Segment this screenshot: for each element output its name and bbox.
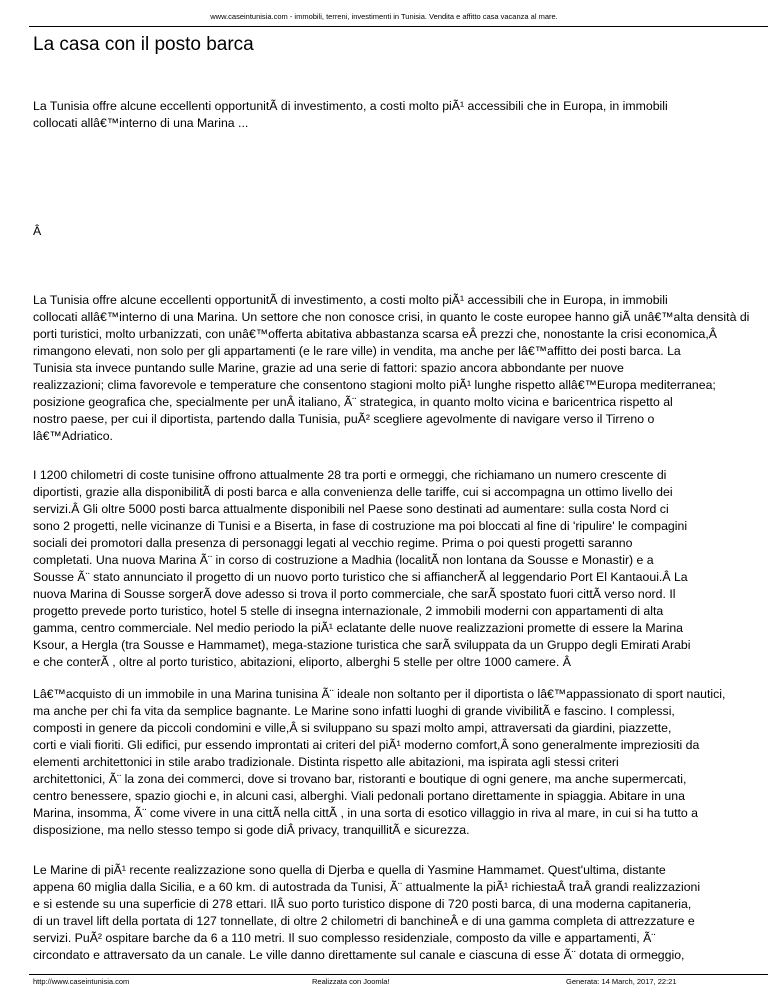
text-line: La Tunisia offre alcune eccellenti opportunitÃ di investimento, a costi molto piÃ¹ accessibili che in Europa, in immobili	[33, 293, 668, 307]
footer-credit: Realizzata con Joomla!	[312, 977, 390, 986]
text-line: Sousse Ã¨ stato annunciato il progetto di un nuovo porto turistico che si affiancherÃ al leggendario Port El Kantaoui.Â La	[33, 570, 688, 584]
text-line: I 1200 chilometri di coste tunisine offrono attualmente 28 tra porti e ormeggi, che richiamano un numero crescente di	[33, 468, 667, 482]
text-line: disposizione, ma nello stesso tempo si gode diÂ privacy, tranquillitÃ e sicurezza.	[33, 823, 470, 837]
footer-site-link[interactable]: http://www.caseintunisia.com	[33, 977, 130, 986]
text-line: Ksour, a Hergla (tra Sousse e Hammamet), mega-stazione turistica che sarÃ sviluppata da un Gruppo degli Emirati Arabi	[33, 638, 691, 652]
text-line: Tunisia sta invece puntando sulle Marine, grazie ad una serie di fattori: spazio ancora abbondante per nuove	[33, 361, 624, 375]
text-line: e si estende su una superficie di 278 ettari. IlÂ suo porto turistico dispone di 720 posti barca, di una moderna capitaneria,	[33, 897, 692, 911]
text-line: posizione geografica che, specialmente per unÂ italiano, Ã¨ strategica, in quanto molto vicina e baricentrica rispetto al	[33, 395, 673, 409]
text-line: sociali dei promotori dalla presenza di personaggi legati al vecchio regime. Prima o poi questi progetti saranno	[33, 536, 633, 550]
text-line: completati. Una nuova Marina Ã¨ in corso di costruzione a Madhia (localitÃ non lontana da Sousse e Monastir) e a	[33, 553, 654, 567]
footer-divider	[29, 974, 768, 975]
text-line: progetto prevede porto turistico, hotel 5 stelle di insegna internazionale, 2 immobili moderni con appartamenti di alta	[33, 604, 664, 618]
text-line: realizzazioni; clima favorevole e temperature che consentono stagioni molto piÃ¹ lunghe rispetto allâ€™Europa mediterranea;	[33, 378, 716, 392]
text-line: sono 2 progetti, nelle vicinanze di Tunisi e a Biserta, in fase di costruzione ma poi bloccati al fine di 'ripulire' le compagini	[33, 519, 688, 533]
text-line: composti in genere da piccoli condomini e ville,Â si sviluppano su spazi molto ampi, attraversati da giardini, piazzette,	[33, 721, 672, 735]
text-line: di un travel lift della portata di 127 tonnellate, di oltre 2 chilometri di banchineÂ e di una gamma completa di attrezzature e	[33, 914, 695, 928]
text-line: collocati allâ€™interno di una Marina ...	[33, 116, 249, 130]
text-line: centro benessere, spazio giochi e, in alcuni casi, alberghi. Viali pedonali portano direttamente in spiaggia. Abitare in una	[33, 789, 685, 803]
article-paragraph-3	[33, 686, 768, 839]
article-paragraph-4	[33, 862, 768, 964]
text-line: diportisti, grazie alla disponibilitÃ di posti barca e alla convenienza delle tariffe, cui si accompagna un ottimo livello dei	[33, 485, 673, 499]
text-line: nostro paese, per cui il diportista, partendo dalla Tunisia, puÃ² scegliere agevolmente di navigare verso il Tirreno o	[33, 412, 655, 426]
text-line: architettonici, Ã¨ la zona dei commerci, dove si trovano bar, ristoranti e boutique di ogni genere, ma anche supermercati,	[33, 772, 687, 786]
text-line: Le Marine di piÃ¹ recente realizzazione sono quella di Djerba e quella di Yasmine Hammamet. Quest'ultima, distante	[33, 863, 666, 877]
article-paragraph-1	[33, 292, 768, 445]
text-line: corti e viali fioriti. Gli edifici, pur essendo improntati ai criteri del piÃ¹ moderno comfort,Â sono generalmente impreziositi da	[33, 738, 700, 752]
intro-paragraph	[33, 98, 768, 132]
text-line: Lâ€™acquisto di un immobile in una Marina tunisina Ã¨ ideale non soltanto per il diportista o lâ€™appassionato di sport nautici,	[33, 687, 726, 701]
text-line: La Tunisia offre alcune eccellenti opportunitÃ di investimento, a costi molto piÃ¹ accessibili che in Europa, in immobili	[33, 99, 668, 113]
text-line: circondato e attraversato da un canale. Le ville danno direttamente sul canale e ciascuna di esse Ã¨ dotata di ormeggio,	[33, 948, 685, 962]
text-line: collocati allâ€™interno di una Marina. Un settore che non conosce crisi, in quanto le coste europee hanno giÃ unâ€™alta densità di	[33, 310, 750, 324]
stray-character	[33, 223, 768, 240]
text-line: nuova Marina di Sousse sorgerÃ dove adesso si trova il porto commerciale, che sarÃ spostato fuori cittÃ verso nord. Il	[33, 587, 676, 601]
text-line: elementi architettonici in stile arabo tradizionale. Distinta rispetto alle abitazioni, ma ispirata agli stessi criteri	[33, 755, 619, 769]
site-header-text: www.caseintunisia.com - immobili, terreni, investimenti in Tunisia. Vendita e affitto casa vacanza al mare.	[210, 12, 558, 21]
article-title: La casa con il posto barca	[33, 34, 254, 55]
text-line: ma anche per chi fa vita da semplice bagnante. Le Marine sono infatti luoghi di grande vivibilitÃ e fascino. I complessi,	[33, 704, 675, 718]
text-line: servizi.Â Gli oltre 5000 posti barca attualmente disponibili nel Paese sono destinati ad aumentare: sulla costa Nord ci	[33, 502, 669, 516]
text-line: rimangono elevati, non solo per gli appartamenti (e le rare ville) in vendita, ma anche per lâ€™affitto dei posti barca. La	[33, 344, 681, 358]
text-line: appena 60 miglia dalla Sicilia, e a 60 km. di autostrada da Tunisi, Ã¨ attualmente la piÃ¹ richiestaÂ traÂ grandi realizzazioni	[33, 880, 701, 894]
text-line: lâ€™Adriatico.	[33, 429, 113, 443]
text-line: servizi. PuÃ² ospitare barche da 6 a 110 metri. Il suo complesso residenziale, composto da ville e appartamenti, Ã¨	[33, 931, 656, 945]
article-paragraph-2	[33, 467, 768, 671]
footer-generated-date: Generata: 14 March, 2017, 22:21	[566, 977, 677, 986]
text-line: Â	[33, 224, 42, 238]
text-line: porti turistici, molto urbanizzati, con unâ€™offerta abitativa abbastanza scarsa eÂ prezzi che, nonostante la crisi economica,Â	[33, 327, 717, 341]
text-line: gamma, centro commerciale. Nel medio periodo la piÃ¹ eclatante delle nuove realizzazioni promette di essere la Marina	[33, 621, 683, 635]
text-line: e che conterÃ , oltre al porto turistico, abitazioni, eliporto, alberghi 5 stelle per oltre 1000 camere. Â	[33, 655, 571, 669]
text-line: Marina, insomma, Ã¨ come vivere in una cittÃ nella cittÃ , in una sorta di esotico villaggio in riva al mare, in cui si ha tutto a	[33, 806, 699, 820]
header-divider	[29, 26, 768, 27]
